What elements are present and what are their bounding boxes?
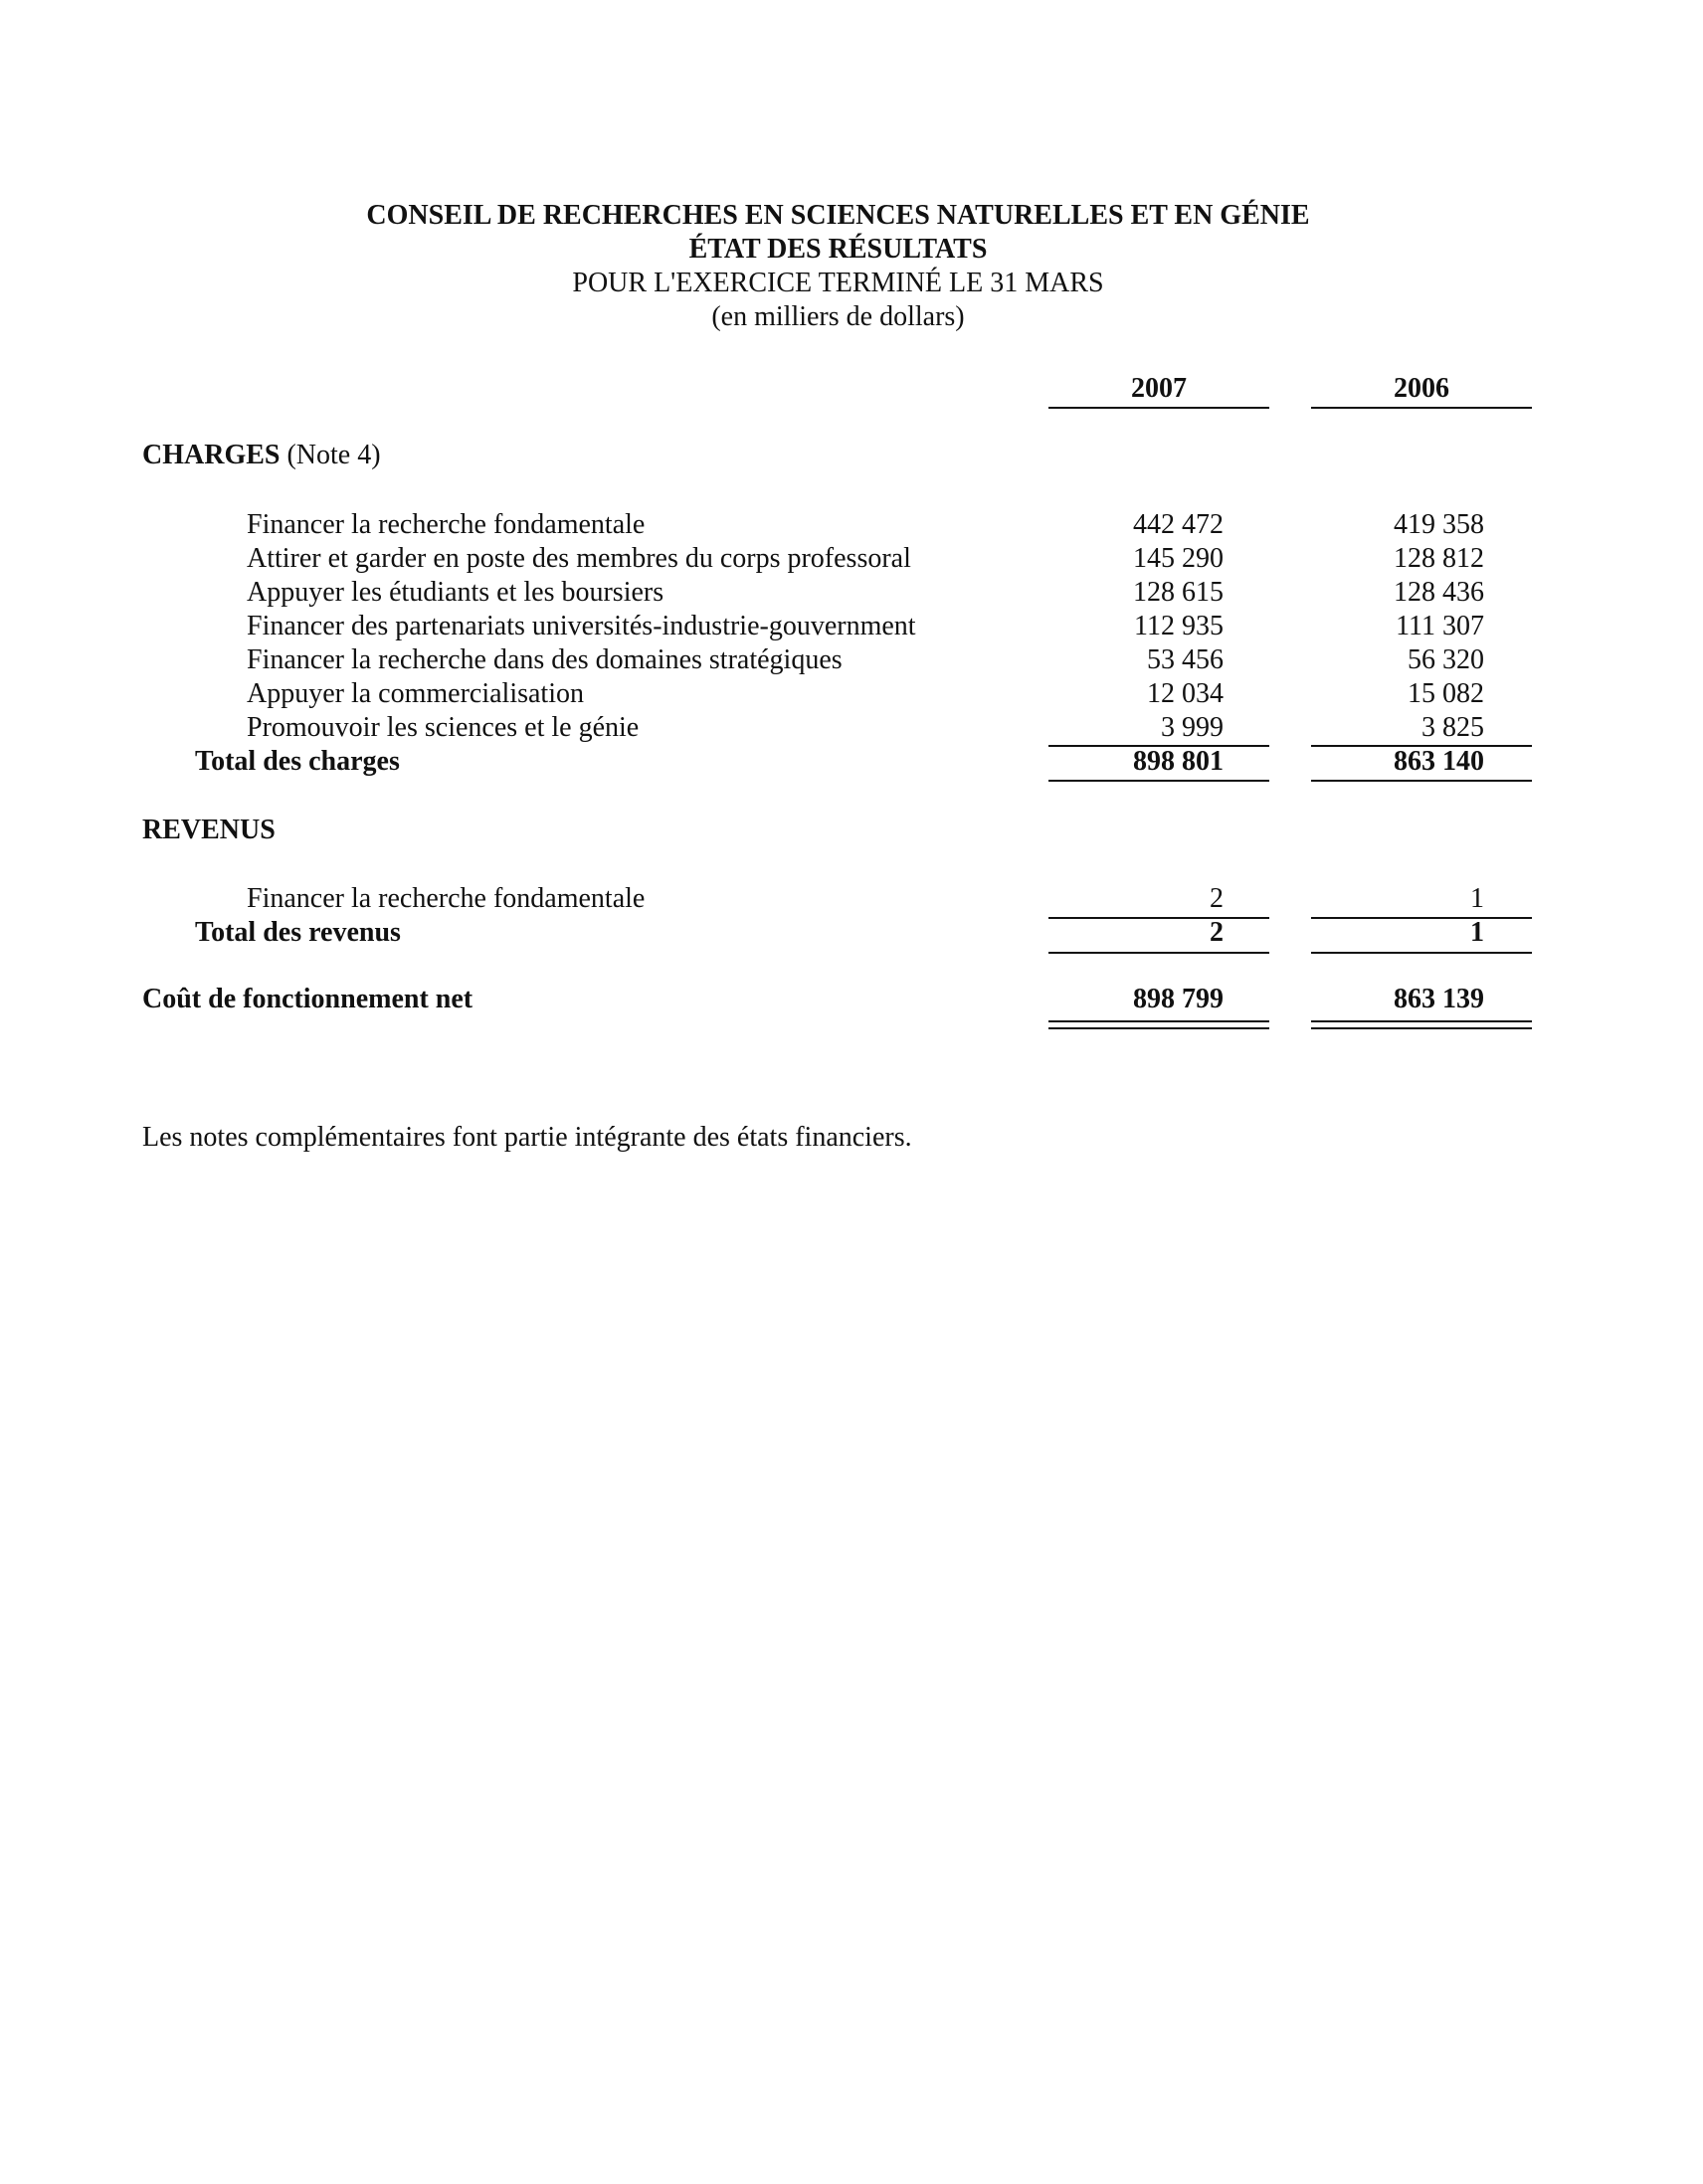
organization-title: CONSEIL DE RECHERCHES EN SCIENCES NATURELLES ET EN GÉNIE xyxy=(366,200,1310,231)
charges-row-value-2007: 12 034 xyxy=(1147,678,1224,709)
column-header-rule-2006 xyxy=(1311,407,1532,409)
charges-row-value-2006: 128 436 xyxy=(1394,577,1484,608)
charges-row-label: Promouvoir les sciences et le génie xyxy=(247,712,640,743)
charges-total-rule-2006 xyxy=(1311,780,1532,782)
charges-row-value-2006: 3 825 xyxy=(1421,712,1484,743)
revenus-heading: REVENUS xyxy=(142,815,276,845)
charges-row-value-2006: 56 320 xyxy=(1408,644,1484,675)
statement-title: ÉTAT DES RÉSULTATS xyxy=(688,234,988,265)
revenus-total-label: Total des revenus xyxy=(195,917,401,948)
charges-row-label: Financer la recherche dans des domaines stratégiques xyxy=(247,644,843,675)
charges-total-rule-2007 xyxy=(1048,780,1269,782)
charges-heading-label: CHARGES xyxy=(142,440,281,470)
units-subtitle: (en milliers de dollars) xyxy=(711,301,965,332)
revenus-row-label: Financer la recherche fondamentale xyxy=(247,883,646,914)
net-cost-double-rule-2007 xyxy=(1048,1020,1269,1029)
charges-row-value-2006: 15 082 xyxy=(1408,678,1484,709)
revenus-total-2006: 1 xyxy=(1470,917,1484,948)
charges-total-2006: 863 140 xyxy=(1394,746,1484,777)
revenus-total-rule-2007 xyxy=(1048,952,1269,954)
column-header-2006: 2006 xyxy=(1394,373,1449,404)
charges-note: (Note 4) xyxy=(286,440,381,470)
footnote: Les notes complémentaires font partie intégrante des états financiers. xyxy=(142,1122,912,1153)
charges-row-value-2007: 128 615 xyxy=(1133,577,1224,608)
charges-row-label: Appuyer les étudiants et les boursiers xyxy=(247,577,664,608)
charges-row-value-2006: 111 307 xyxy=(1396,611,1484,641)
net-cost-label: Coût de fonctionnement net xyxy=(142,984,473,1014)
charges-total-label: Total des charges xyxy=(195,746,400,777)
charges-row-value-2007: 53 456 xyxy=(1147,644,1224,675)
charges-row-value-2007: 442 472 xyxy=(1133,509,1224,540)
charges-row-value-2006: 419 358 xyxy=(1394,509,1484,540)
charges-total-2007: 898 801 xyxy=(1133,746,1224,777)
charges-row-label: Financer la recherche fondamentale xyxy=(247,509,646,540)
revenus-total-rule-2006 xyxy=(1311,952,1532,954)
net-cost-2007: 898 799 xyxy=(1133,984,1224,1014)
column-header-2007: 2007 xyxy=(1131,373,1187,404)
charges-heading xyxy=(142,439,381,472)
charges-row-label: Financer des partenariats universités-industrie-gouvernment xyxy=(247,611,916,641)
charges-row-value-2007: 3 999 xyxy=(1161,712,1224,743)
net-cost-2006: 863 139 xyxy=(1394,984,1484,1014)
revenus-row-value-2006: 1 xyxy=(1470,883,1484,914)
charges-row-value-2006: 128 812 xyxy=(1394,543,1484,574)
charges-row-label: Appuyer la commercialisation xyxy=(247,678,584,709)
net-cost-double-rule-2006 xyxy=(1311,1020,1532,1029)
revenus-total-2007: 2 xyxy=(1210,917,1224,948)
period-subtitle: POUR L'EXERCICE TERMINÉ LE 31 MARS xyxy=(572,268,1104,298)
revenus-row-value-2007: 2 xyxy=(1210,883,1224,914)
charges-row-value-2007: 112 935 xyxy=(1134,611,1224,641)
column-header-rule-2007 xyxy=(1048,407,1269,409)
charges-row-label: Attirer et garder en poste des membres du corps professoral xyxy=(247,543,911,574)
charges-row-value-2007: 145 290 xyxy=(1133,543,1224,574)
